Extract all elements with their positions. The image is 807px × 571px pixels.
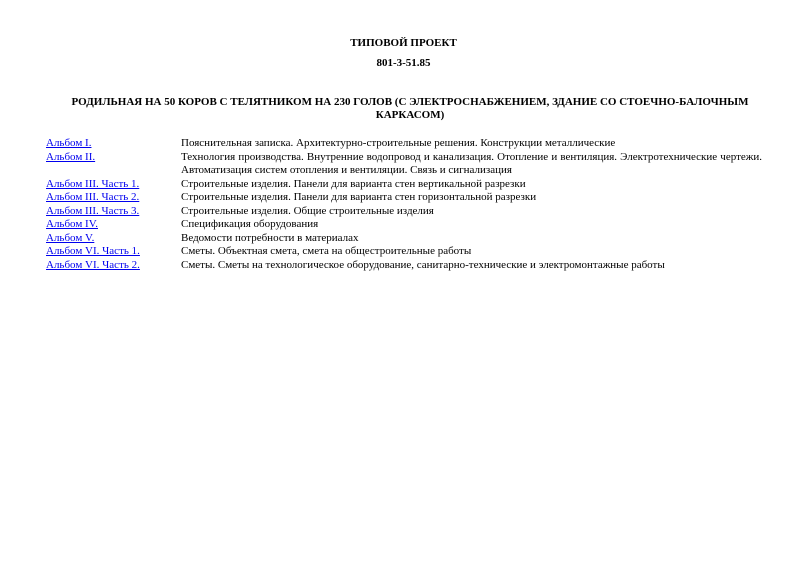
album-link-5[interactable]: Альбом V. [46, 231, 95, 244]
album-row [46, 232, 762, 246]
album-row [46, 151, 762, 178]
album-description: Сметы. Объектная смета, смета на общестроительные работы [181, 245, 472, 257]
album-description: Спецификация оборудования [181, 218, 319, 230]
document-number: 801-3-51.85 [376, 57, 431, 69]
album-description: Строительные изделия. Панели для варианта стен горизонтальной разрезки [181, 191, 537, 203]
album-row [46, 259, 762, 273]
album-link-3-3[interactable]: Альбом III. Часть 3. [46, 204, 140, 217]
album-row [46, 205, 762, 219]
album-list [46, 137, 762, 272]
album-row [46, 245, 762, 259]
album-link-3-1[interactable]: Альбом III. Часть 1. [46, 177, 140, 190]
album-link-4[interactable]: Альбом IV. [46, 218, 98, 230]
album-link-6-2[interactable]: Альбом VI. Часть 2. [46, 258, 140, 271]
album-row [46, 191, 762, 205]
album-row [46, 178, 762, 192]
album-row [46, 218, 762, 232]
document-title: РОДИЛЬНАЯ НА 50 КОРОВ С ТЕЛЯТНИКОМ НА 230 ГОЛОВ (С ЭЛЕКТРОСНАБЖЕНИЕМ, ЗДАНИЕ СО СТОЕЧНО-БАЛОЧНЫМ КАРКАСОМ) [71, 96, 749, 121]
album-description: Строительные изделия. Общие строительные изделия [181, 204, 434, 217]
album-link-1[interactable]: Альбом I. [46, 137, 92, 149]
album-description: Строительные изделия. Панели для варианта стен вертикальной разрезки [181, 177, 526, 190]
album-link-6-1[interactable]: Альбом VI. Часть 1. [46, 245, 140, 257]
album-description: Сметы. Сметы на технологическое оборудование, санитарно-технические и электромонтажные работы [181, 258, 665, 271]
album-link-2[interactable]: Альбом II. [46, 150, 96, 163]
album-description: Ведомости потребности в материалах [181, 231, 359, 244]
album-description: Технология производства. Внутренние водопровод и канализация. Отопление и вентиляция. Электротехнические чертежи. Автоматизация систем отопления и вентиляции. Связь и сигнализация [181, 150, 762, 176]
album-description: Пояснительная записка. Архитектурно-строительные решения. Конструкции металлические [181, 137, 616, 149]
document-type-heading: ТИПОВОЙ ПРОЕКТ [350, 37, 457, 49]
album-row [46, 137, 762, 151]
album-link-3-2[interactable]: Альбом III. Часть 2. [46, 191, 140, 203]
